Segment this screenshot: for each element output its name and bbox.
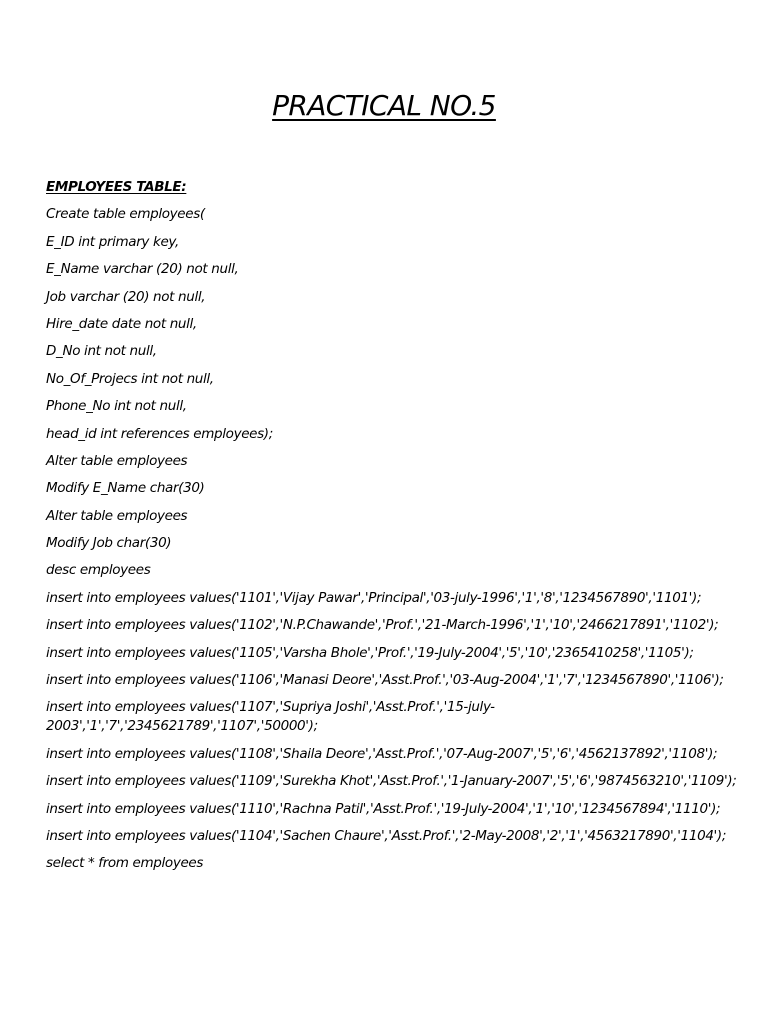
sql-line: Job varchar (20) not null, xyxy=(46,288,206,305)
page-title: PRACTICAL NO.5 xyxy=(272,89,496,122)
sql-line: E_ID int primary key, xyxy=(46,233,179,250)
sql-line: Phone_No int not null, xyxy=(46,398,187,415)
insert-statement: insert into employees values('1106','Manasi Deore','Asst.Prof.','03-Aug-2004','1','7','1234567890','1106'); xyxy=(46,672,724,689)
insert-statement: insert into employees values('1107','Supriya Joshi','Asst.Prof.','15-july-2003','1','7','2345621789','1107','50000'); xyxy=(46,699,495,735)
sql-line: Modify Job char(30) xyxy=(46,535,172,552)
document-body xyxy=(46,178,737,882)
insert-statement: insert into employees values('1109','Surekha Khot','Asst.Prof.','1-January-2007','5','6','9874563210','1109'); xyxy=(46,773,737,790)
sql-line: No_Of_Projecs int not null, xyxy=(46,370,214,387)
insert-statement: insert into employees values('1101','Vijay Pawar','Principal','03-july-1996','1','8','1234567890','1101'); xyxy=(46,589,702,606)
sql-line: Hire_date date not null, xyxy=(46,315,197,332)
sql-line: Alter table employees xyxy=(46,507,188,524)
section-heading: EMPLOYEES TABLE: xyxy=(46,179,187,195)
insert-statement: insert into employees values('1110','Rachna Patil','Asst.Prof.','19-July-2004','1','10','1234567894','1110'); xyxy=(46,800,721,817)
sql-line: E_Name varchar (20) not null, xyxy=(46,261,239,278)
insert-statement: insert into employees values('1104','Sachen Chaure','Asst.Prof.','2-May-2008','2','1','4563217890','1104'); xyxy=(46,827,727,844)
sql-line: select * from employees xyxy=(46,855,204,872)
sql-line: desc employees xyxy=(46,562,151,579)
insert-statement: insert into employees values('1108','Shaila Deore','Asst.Prof.','07-Aug-2007','5','6','4562137892','1108'); xyxy=(46,745,718,762)
sql-line: Create table employees( xyxy=(46,206,205,223)
sql-line: D_No int not null, xyxy=(46,343,157,360)
sql-line: head_id int references employees); xyxy=(46,425,273,442)
sql-line: Modify E_Name char(30) xyxy=(46,480,205,497)
insert-statement: insert into employees values('1105','Varsha Bhole','Prof.','19-July-2004','5','10','2365410258','1105'); xyxy=(46,644,694,661)
insert-statement: insert into employees values('1102','N.P.Chawande','Prof.','21-March-1996','1','10','2466217891','1102'); xyxy=(46,617,719,634)
sql-line: Alter table employees xyxy=(46,452,188,469)
